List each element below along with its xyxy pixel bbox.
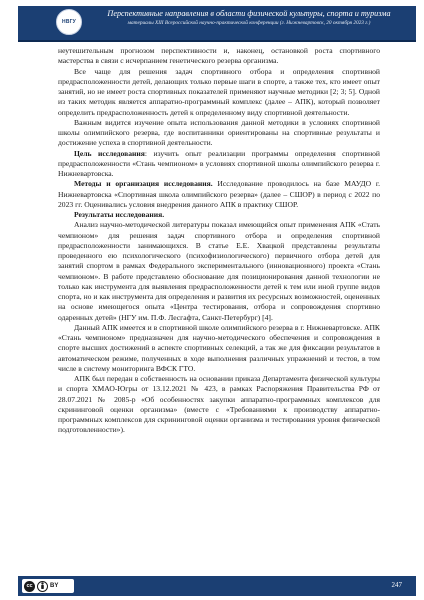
logo-text: НВГУ [62, 19, 76, 25]
methods-text: Исследование проводилось на базе МАУДО г. Нижневартовска «Спортивная школа олимпийского резерва» (далее – СШОР) в период с 2022 по 2023 гг. Оценивались условия внедрения данного АПК в практику СШОР. [58, 179, 381, 209]
methods-paragraph [58, 179, 380, 210]
paragraph: неутешительным прогнозом перспективности и, наконец, остановкой роста спортивного мастерства в связи с исчерпанием генетического резерва организма. [58, 46, 380, 66]
results-heading: Результаты исследования. [74, 210, 165, 219]
goal-paragraph [58, 149, 380, 180]
page-number: 247 [391, 581, 402, 589]
paragraph: Данный АПК имеется и в спортивной школе олимпийского резерва в г. Нижневартовске. АПК «Стань чемпионом» предназначен для научно-методического обеспечения и сопровождения в спорте высших достижений в аспекте спортивных селекций, а так же для фиксации результатов в автоматическом режиме, полученных в ходе выполнения различных упражнений и тестов, в том числе в систему мониторинга ВФСК ГТО. [58, 322, 380, 373]
paragraph: АПК был передан в собственность на основании приказа Департамента физической культуры и спорта ХМАО-Югры от 13.12.2021 № 423, в рамках Распоряжения Правительства РФ от 28.07.2021 № 2085-р «Об особенностях закупки аппаратно-программных комплексов для скрининговой оценки организма» (вместе с «Требованиями к производству аппаратно-программных комплексов для скрининговой оценки организма и тестирования уровня физической подготовленности»). [58, 374, 380, 435]
page-footer [18, 576, 416, 596]
cc-by-label: BY [50, 583, 59, 589]
article-body [58, 46, 380, 436]
cc-icon: cc [24, 581, 35, 592]
conference-title: Перспективные направления в области физической культуры, спорта и туризма [107, 9, 391, 18]
page-header [18, 6, 416, 42]
goal-label: Цель исследования [74, 148, 145, 158]
university-logo [56, 9, 82, 35]
methods-label: Методы и организация исследования. [74, 179, 213, 189]
goal-text: : изучить опыт реализации программы определения спортивной предрасположенности «Стань чемпионом» в условиях спортивной школы олимпийского резерва г. Нижневартовска. [58, 148, 380, 178]
paragraph: Анализ научно-методической литературы показал имеющийся опыт применения АПК «Стать чемпионом» для решения задач спортивного отбора и определения спортивной предрасположенности занимающихся. В статье Е.Е. Хвацкой представлены результаты проведенного ею психологического (психофизиологического) первичного отбора детей для занятий спортом в рамках Федерального экспериментального (инновационного) проекта «Стань чемпионом». В работе представлено обоснование для позиционирования данной технологии не только как инструмента для выявления предрасположенности детей к тем или иной группе видов спорта, но и как инструмента для определения и развития их ресурсных возможностей, оцененных на основе имеющегося опыта «Центра тестирования, отбора и сопровождения спортивно одаренных детей» (НГУ им. П.Ф. Лесгафта, Санкт-Петербург) [4]. [58, 220, 380, 322]
attribution-icon [37, 581, 48, 592]
conference-subtitle: материалы XIII Всероссийской научно-практической конференции (г. Нижневартовск, 20 октября 2023 г.) [127, 20, 371, 26]
cc-license-badge[interactable] [22, 579, 74, 593]
paragraph: Все чаще для решения задач спортивного отбора и определения спортивной предрасположенности детей, делающих только первые шаги в спорте, а также тех, кто имеет опыт занятий, но не имеет роста спортивных показателей применяют научные методики [2; 3; 5]. Одной из таких методик является аппаратно-программный комплекс (далее – АПК), который позволяет определить предрасположенность детей к определенному виду спортивной деятельности. [58, 66, 380, 117]
paragraph: Важным видится изучение опыта использования данной методики в условиях спортивной школы олимпийского резерва, где воспитанники ориентированы на спортивные результаты и достижение успеха в спортивной деятельности. [58, 117, 380, 148]
